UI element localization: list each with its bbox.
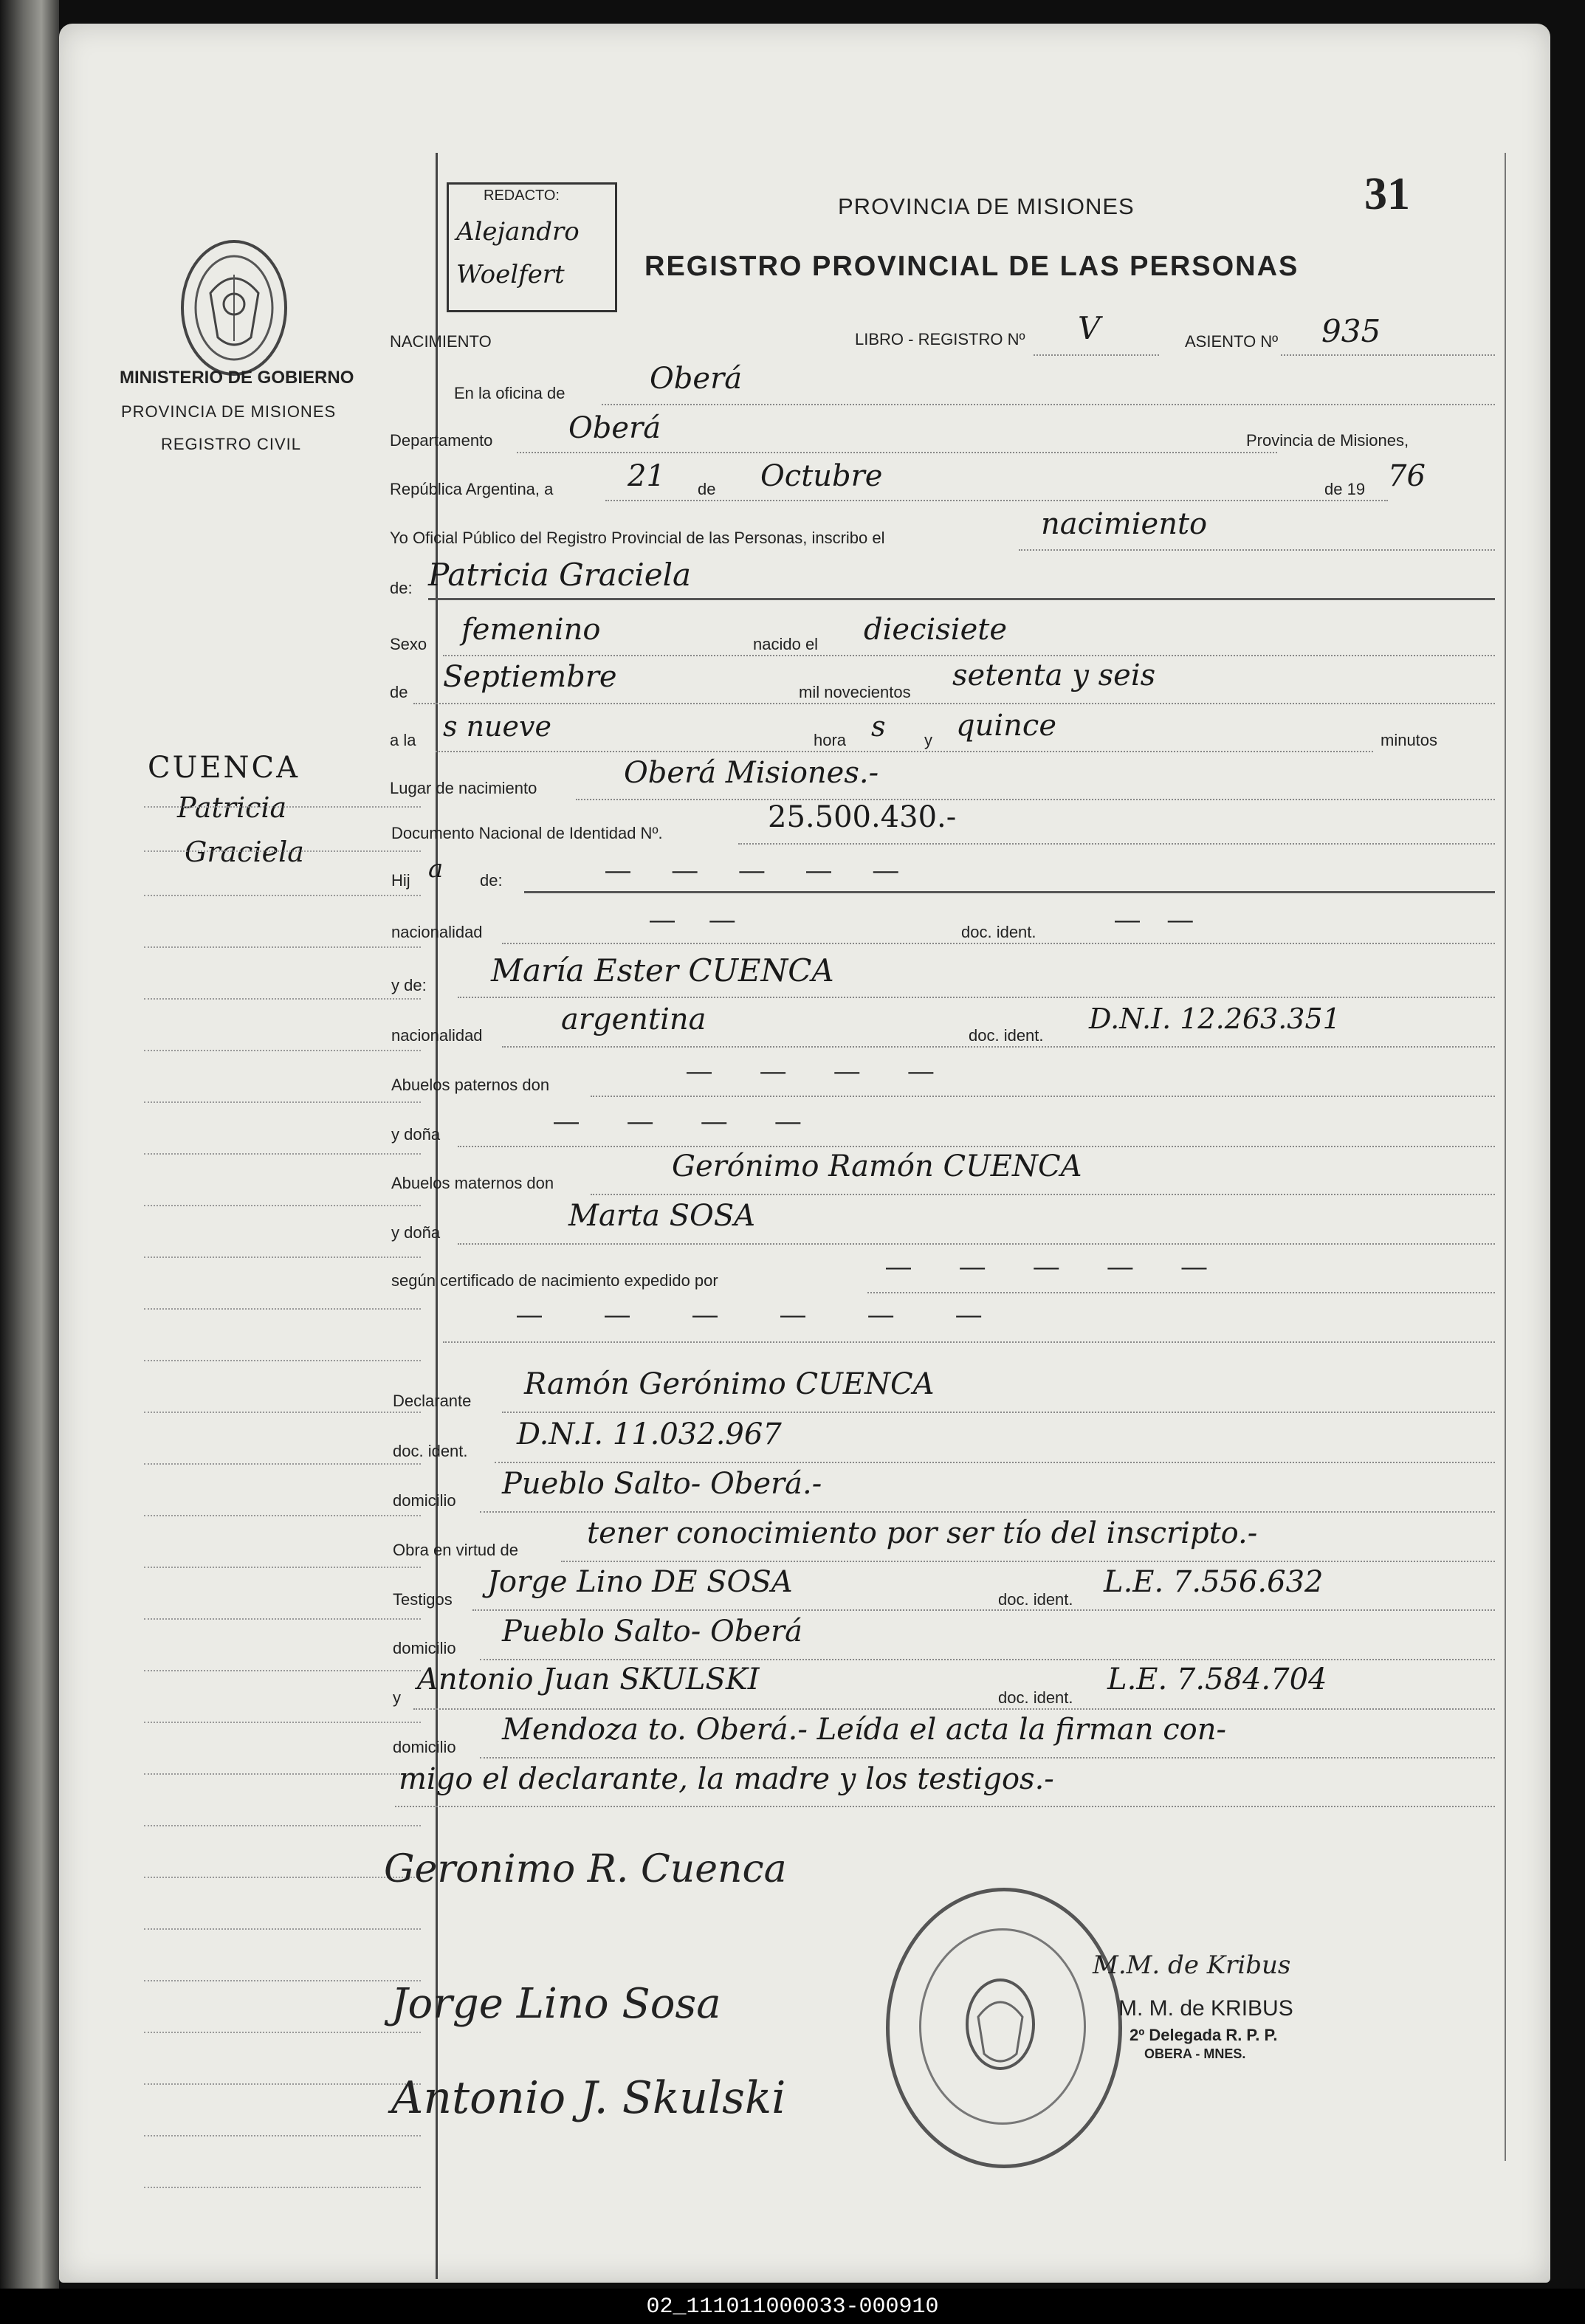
margin-rule bbox=[144, 1360, 421, 1361]
blank-dash: — — — — — bbox=[605, 856, 898, 884]
margin-rule bbox=[144, 1101, 421, 1103]
dotted-line bbox=[458, 997, 1495, 998]
dotted-line bbox=[502, 1046, 1495, 1048]
testigo2-doc: L.E. 7.584.704 bbox=[1107, 1663, 1327, 1696]
a-la-value: s nueve bbox=[443, 710, 551, 743]
asiento-value: 935 bbox=[1321, 313, 1381, 349]
dotted-line bbox=[480, 1511, 1495, 1513]
solid-line bbox=[428, 598, 1495, 600]
margin-rule bbox=[144, 1618, 421, 1620]
abuelos-mat-value: Gerónimo Ramón CUENCA bbox=[672, 1149, 1082, 1183]
redacto-label: REDACTO: bbox=[484, 188, 560, 204]
margin-rule bbox=[144, 2032, 421, 2033]
image-code-label: 02_111011000033-000910 bbox=[646, 2294, 939, 2320]
dotted-line bbox=[561, 1561, 1495, 1562]
domicilio2-label: domicilio bbox=[393, 1639, 456, 1657]
official-name: M. M. de KRIBUS bbox=[1118, 1996, 1293, 2021]
hijo-de-label: de: bbox=[480, 871, 503, 890]
nacionalidad2-value: argentina bbox=[561, 1003, 706, 1036]
doc-ident5-label: doc. ident. bbox=[998, 1688, 1073, 1707]
ministry-province-label: PROVINCIA DE MISIONES bbox=[121, 402, 337, 421]
margin-rule bbox=[144, 1515, 421, 1516]
margin-rule bbox=[144, 1722, 421, 1723]
margin-rule bbox=[144, 1463, 421, 1465]
y-de-label: y de: bbox=[391, 976, 427, 994]
right-border bbox=[1505, 153, 1506, 2161]
dotted-line bbox=[517, 452, 1277, 453]
dotted-line bbox=[480, 1659, 1495, 1660]
testigo1-value: Jorge Lino DE SOSA bbox=[487, 1565, 793, 1599]
obra-label: Obra en virtud de bbox=[393, 1541, 518, 1559]
image-footer bbox=[0, 2289, 1585, 2324]
margin-rule bbox=[144, 1205, 421, 1206]
dni-label: Documento Nacional de Identidad Nº. bbox=[391, 824, 663, 842]
blank-dash: — — — — bbox=[687, 1057, 934, 1085]
nacido-value: diecisiete bbox=[864, 613, 1008, 647]
margin-rule bbox=[144, 850, 421, 852]
lugar-value: Oberá Misiones.- bbox=[624, 756, 879, 790]
mil-label: mil novecientos bbox=[799, 683, 911, 701]
margin-divider bbox=[436, 153, 438, 2279]
inscribo-value: nacimiento bbox=[1041, 507, 1208, 541]
dotted-line bbox=[576, 799, 1495, 800]
dotted-line bbox=[413, 703, 1495, 704]
margin-rule bbox=[144, 1256, 421, 1258]
dotted-line bbox=[480, 1757, 1495, 1759]
minutos-label: minutos bbox=[1381, 731, 1438, 749]
dotted-line bbox=[395, 1806, 1495, 1807]
dia-value: 21 bbox=[628, 459, 665, 493]
blank-dash: — — — — — — bbox=[517, 1301, 982, 1329]
de-nombre-label: de: bbox=[390, 579, 413, 597]
hora-value: s bbox=[871, 710, 886, 743]
solid-line bbox=[524, 891, 1495, 893]
dotted-line bbox=[436, 751, 1373, 752]
margin-rule bbox=[144, 1670, 421, 1671]
dotted-line bbox=[605, 500, 1388, 501]
dotted-line bbox=[443, 655, 1495, 656]
redacto-name-1: Alejandro bbox=[456, 217, 580, 247]
doc-ident4-label: doc. ident. bbox=[998, 1590, 1073, 1609]
hora-label: hora bbox=[814, 731, 847, 749]
nacionalidad-label: nacionalidad bbox=[391, 923, 483, 941]
margin-rule bbox=[144, 1928, 421, 1930]
margin-rule bbox=[144, 2083, 421, 2085]
dotted-line bbox=[867, 1292, 1495, 1293]
domicilio3-value: Mendoza to. Oberá.- Leída el acta la firman con- bbox=[502, 1713, 1227, 1747]
registry-heading: REGISTRO PROVINCIAL DE LAS PERSONAS bbox=[644, 251, 1299, 282]
oficina-label: En la oficina de bbox=[454, 384, 565, 402]
y2-label: y bbox=[393, 1688, 401, 1707]
dotted-line bbox=[472, 1609, 1495, 1611]
testigo2-value: Antonio Juan SKULSKI bbox=[417, 1663, 760, 1696]
civil-registry-label: REGISTRO CIVIL bbox=[161, 435, 302, 453]
margin-rule bbox=[144, 1567, 421, 1568]
book-binding bbox=[0, 0, 59, 2289]
margin-name-2: Graciela bbox=[185, 836, 304, 868]
madre-value: María Ester CUENCA bbox=[491, 952, 834, 989]
margin-surname: CUENCA bbox=[148, 751, 300, 785]
dotted-line bbox=[591, 1096, 1495, 1097]
margin-rule bbox=[144, 998, 421, 1000]
official-signature: M.M. de Kribus bbox=[1093, 1950, 1291, 1980]
province-heading: PROVINCIA DE MISIONES bbox=[838, 193, 1135, 219]
dotted-line bbox=[458, 1146, 1495, 1147]
mes-value: Octubre bbox=[760, 459, 883, 493]
margin-rule bbox=[144, 806, 421, 808]
dotted-line bbox=[502, 943, 1495, 944]
signature-testigo-1: Jorge Lino Sosa bbox=[391, 1980, 721, 2028]
doc-ident2-value: D.N.I. 12.263.351 bbox=[1089, 1003, 1341, 1035]
declarante-label: Declarante bbox=[393, 1392, 472, 1410]
margin-rule bbox=[144, 1877, 421, 1878]
libro-value: V bbox=[1078, 310, 1101, 346]
ministry-label: MINISTERIO DE GOBIERNO bbox=[120, 368, 354, 388]
minutos-value: quince bbox=[956, 709, 1056, 743]
nacimiento-label: NACIMIENTO bbox=[390, 332, 492, 351]
nombre-value: Patricia Graciela bbox=[428, 557, 692, 593]
y-dona2-label: y doña bbox=[391, 1223, 441, 1242]
domicilio-label: domicilio bbox=[393, 1491, 456, 1510]
dotted-line bbox=[502, 1412, 1495, 1413]
oficina-value: Oberá bbox=[650, 362, 743, 396]
doc-ident3-value: D.N.I. 11.032.967 bbox=[517, 1417, 782, 1451]
nacido-label: nacido el bbox=[753, 635, 819, 653]
departamento-value: Oberá bbox=[568, 411, 661, 445]
obra-value: tener conocimiento por ser tío del inscripto.- bbox=[587, 1516, 1258, 1550]
blank-dash: — — — — bbox=[554, 1107, 801, 1135]
margin-rule bbox=[144, 895, 421, 896]
dotted-line bbox=[458, 1243, 1495, 1245]
blank-dash: — — bbox=[650, 906, 735, 934]
blank-dash: — — — — — bbox=[886, 1253, 1207, 1281]
declarante-value: Ramón Gerónimo CUENCA bbox=[524, 1367, 935, 1401]
testigo1-doc: L.E. 7.556.632 bbox=[1104, 1565, 1324, 1599]
dni-value: 25.500.430.- bbox=[768, 800, 957, 834]
margin-name-1: Patricia bbox=[177, 791, 287, 824]
dotted-line bbox=[1019, 549, 1495, 551]
redacto-name-2: Woelfert bbox=[456, 260, 565, 289]
testigos-label: Testigos bbox=[393, 1590, 453, 1609]
dotted-line bbox=[443, 1341, 1495, 1343]
margin-rule bbox=[144, 1308, 421, 1310]
dotted-line bbox=[495, 1462, 1495, 1463]
blank-dash: — — bbox=[1115, 906, 1193, 934]
hijo-value: a bbox=[428, 854, 444, 884]
domicilio-value: Pueblo Salto- Oberá.- bbox=[502, 1467, 822, 1501]
signature-testigo-2: Antonio J. Skulski bbox=[391, 2072, 786, 2124]
y-label: y bbox=[924, 731, 932, 749]
cierre-value: migo el declarante, la madre y los testigos.- bbox=[399, 1762, 1054, 1796]
mes-nac-value: Septiembre bbox=[443, 660, 617, 694]
abuelos-pat-label: Abuelos paternos don bbox=[391, 1076, 550, 1094]
dotted-line bbox=[738, 843, 1495, 845]
margin-rule bbox=[144, 1825, 421, 1826]
dotted-line bbox=[591, 1194, 1495, 1195]
sexo-value: femenino bbox=[461, 613, 601, 647]
margin-rule bbox=[144, 1050, 421, 1051]
margin-rule bbox=[144, 2135, 421, 2136]
lugar-label: Lugar de nacimiento bbox=[390, 779, 537, 797]
doc-ident2-label: doc. ident. bbox=[969, 1026, 1044, 1045]
margin-rule bbox=[144, 1980, 421, 1981]
hijo-label: Hij bbox=[391, 871, 410, 890]
signature-declarante: Geronimo R. Cuenca bbox=[384, 1847, 787, 1891]
margin-rule bbox=[144, 1412, 421, 1413]
page-number: 31 bbox=[1364, 169, 1410, 219]
y-dona-label: y doña bbox=[391, 1125, 441, 1144]
doc-ident-label: doc. ident. bbox=[961, 923, 1036, 941]
asiento-label: ASIENTO Nº bbox=[1185, 332, 1279, 351]
official-title: 2º Delegada R. P. P. bbox=[1130, 2026, 1278, 2044]
margin-rule bbox=[144, 1153, 421, 1155]
a-la-label: a la bbox=[390, 731, 416, 749]
libro-label: LIBRO - REGISTRO Nº bbox=[855, 330, 1025, 348]
margin-rule bbox=[144, 946, 421, 948]
departamento-label: Departamento bbox=[390, 431, 493, 450]
register-page bbox=[59, 24, 1550, 2283]
domicilio3-label: domicilio bbox=[393, 1738, 456, 1756]
de2-label: de bbox=[390, 683, 408, 701]
dotted-line bbox=[413, 1708, 1495, 1710]
sexo-label: Sexo bbox=[390, 635, 427, 653]
domicilio2-value: Pueblo Salto- Oberá bbox=[502, 1615, 803, 1649]
certificado-label: según certificado de nacimiento expedido por bbox=[391, 1271, 718, 1290]
anio-label: de 19 bbox=[1324, 480, 1366, 498]
inscribo-label: Yo Oficial Público del Registro Provincial de las Personas, inscribo el bbox=[390, 529, 885, 547]
mil-value: setenta y seis bbox=[952, 659, 1156, 692]
dotted-line bbox=[602, 404, 1495, 405]
dotted-line bbox=[1034, 354, 1159, 356]
republica-label: República Argentina, a bbox=[390, 480, 554, 498]
provincia-label: Provincia de Misiones, bbox=[1246, 431, 1409, 450]
coat-of-arms-icon bbox=[170, 234, 299, 382]
de-label: de bbox=[698, 480, 716, 498]
seal-emblem-icon bbox=[949, 1965, 1052, 2083]
margin-rule bbox=[144, 1773, 421, 1775]
doc-ident3-label: doc. ident. bbox=[393, 1442, 468, 1460]
dotted-line bbox=[1281, 354, 1495, 356]
margin-rule bbox=[144, 2187, 421, 2188]
abuelos-mat-label: Abuelos maternos don bbox=[391, 1174, 554, 1192]
abuela-mat-value: Marta SOSA bbox=[568, 1199, 756, 1233]
official-place: OBERA - MNES. bbox=[1144, 2046, 1246, 2061]
nacionalidad2-label: nacionalidad bbox=[391, 1026, 483, 1045]
anio-value: 76 bbox=[1388, 459, 1426, 493]
